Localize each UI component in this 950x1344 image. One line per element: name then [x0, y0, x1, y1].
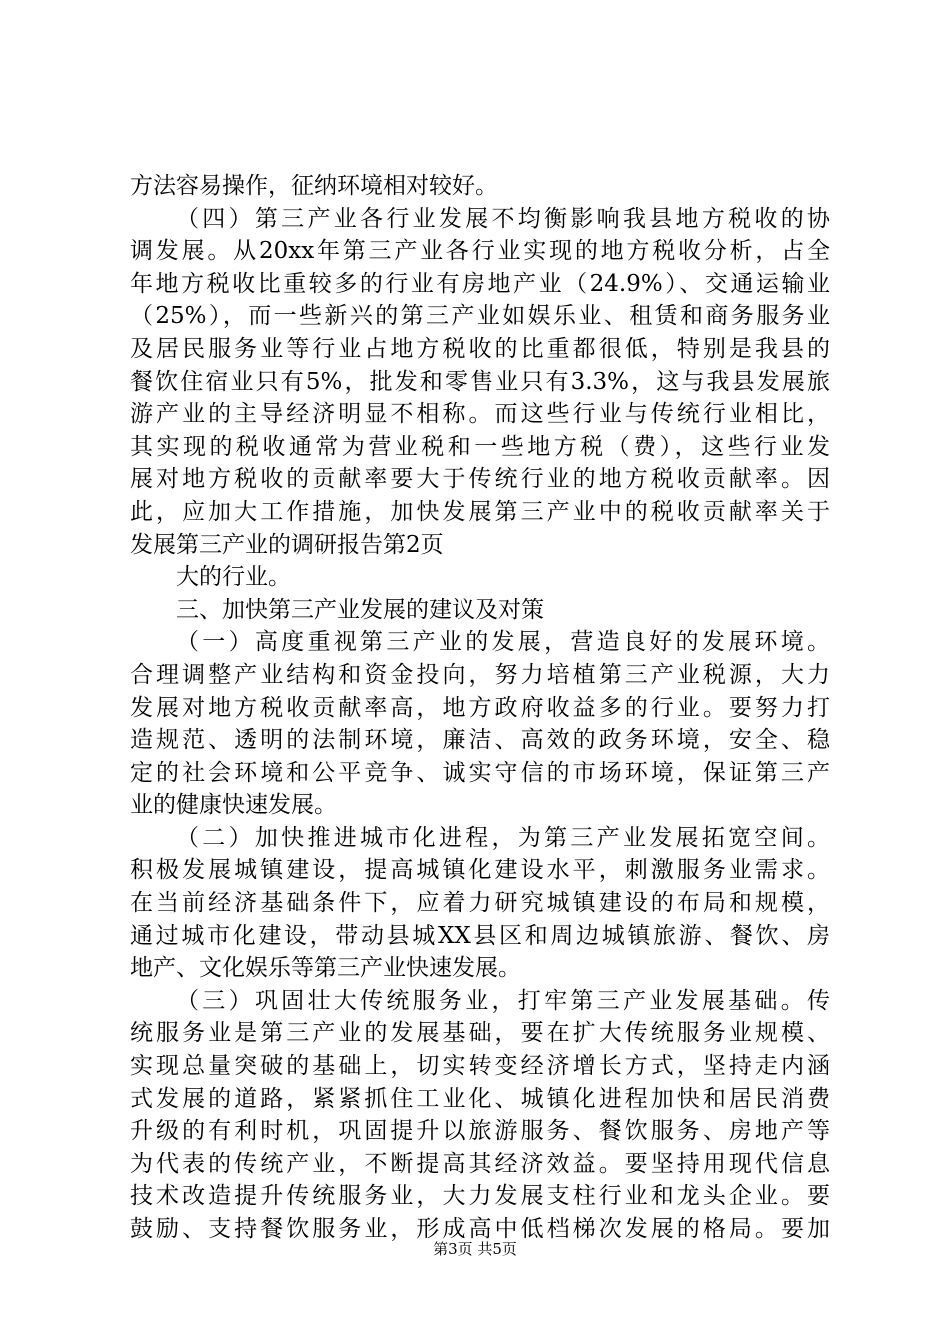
- text-line: 餐饮住宿业只有5%，批发和零售业只有3.3%，这与我县发展旅: [130, 368, 830, 395]
- text-line: 统服务业是第三产业的发展基础，要在扩大传统服务业规模、: [130, 1020, 830, 1047]
- text-line: 此，应加大工作措施，加快发展第三产业中的税收贡献率关于: [130, 498, 830, 525]
- text-line: （一）高度重视第三产业的发展，营造良好的发展环境。: [176, 629, 830, 656]
- text-line: 升级的有利时机，巩固提升以旅游服务、餐饮服务、房地产等: [130, 1118, 830, 1145]
- text-line: 合理调整产业结构和资金投向，努力培植第三产业税源，大力: [130, 661, 830, 688]
- text-line: 通过城市化建设，带动县城XX县区和周边城镇旅游、餐饮、房: [130, 922, 830, 949]
- section-heading: 三、加快第三产业发展的建议及对策: [176, 596, 544, 623]
- text-line: （三）巩固壮大传统服务业，打牢第三产业发展基础。传: [176, 987, 830, 1014]
- text-line: 发展对地方税收贡献率高，地方政府收益多的行业。要努力打: [130, 694, 830, 721]
- text-line: 方法容易操作，征纳环境相对较好。: [130, 173, 498, 199]
- text-line: 为代表的传统产业，不断提高其经济效益。要坚持用现代信息: [130, 1150, 830, 1177]
- text-line: （四）第三产业各行业发展不均衡影响我县地方税收的协: [176, 205, 830, 232]
- text-line: 展对地方税收的贡献率要大于传统行业的地方税收贡献率。因: [130, 466, 830, 493]
- text-line: （二）加快推进城市化进程，为第三产业发展拓宽空间。: [176, 824, 830, 851]
- text-line: 鼓励、支持餐饮服务业，形成高中低档梯次发展的格局。要加: [130, 1216, 830, 1242]
- text-line: 定的社会环境和公平竞争、诚实守信的市场环境，保证第三产: [130, 759, 830, 786]
- text-line: 式发展的道路，紧紧抓住工业化、城镇化进程加快和居民消费: [130, 1085, 830, 1112]
- text-line: 在当前经济基础条件下，应着力研究城镇建设的布局和规模，: [130, 890, 830, 917]
- text-line: 调发展。从20xx年第三产业各行业实现的地方税收分析，占全: [130, 238, 830, 265]
- text-line: 积极发展城镇建设，提高城镇化建设水平，刺激服务业需求。: [130, 857, 830, 884]
- page-footer: 第3页 共5页: [433, 1240, 517, 1258]
- text-line: 其实现的税收通常为营业税和一些地方税（费），这些行业发: [130, 433, 830, 460]
- document-body: [130, 170, 830, 1246]
- text-line: 大的行业。: [176, 564, 291, 591]
- text-line: 及居民服务业等行业占地方税收的比重都很低，特别是我县的: [130, 335, 830, 362]
- text-line: 发展第三产业的调研报告第2页: [130, 531, 444, 558]
- text-line: 实现总量突破的基础上，切实转变经济增长方式，坚持走内涵: [130, 1053, 830, 1080]
- text-line: （25%），而一些新兴的第三产业如娱乐业、租赁和商务服务业: [130, 303, 830, 330]
- text-line: 游产业的主导经济明显不相称。而这些行业与传统行业相比，: [130, 401, 830, 428]
- text-line: 业的健康快速发展。: [130, 792, 337, 819]
- text-line: 年地方税收比重较多的行业有房地产业（24.9%）、交通运输业: [130, 270, 830, 297]
- text-line: 造规范、透明的法制环境，廉洁、高效的政务环境，安全、稳: [130, 727, 830, 754]
- text-line: 技术改造提升传统服务业，大力发展支柱行业和龙头企业。要: [130, 1183, 830, 1210]
- text-line: 地产、文化娱乐等第三产业快速发展。: [130, 955, 521, 982]
